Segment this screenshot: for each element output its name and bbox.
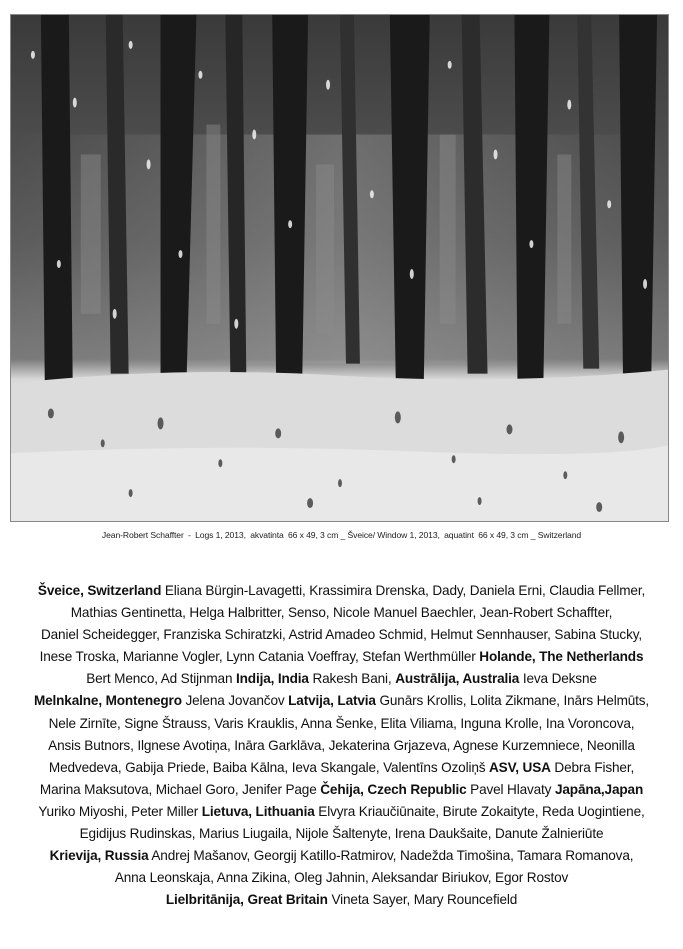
- participant-line: [4, 757, 679, 779]
- artist-names: Bert Menco, Ad Stijnman: [86, 671, 233, 687]
- artist-names: Marina Maksutova, Michael Goro, Jenifer Page: [39, 781, 317, 797]
- country-heading: Krievija, Russia: [49, 848, 149, 864]
- artist-names: Medvedeva, Gabija Priede, Baiba Kālna, Ieva Skangale, Valentīns Ozoliņš: [48, 759, 486, 775]
- country-heading: Indija, India: [236, 671, 309, 687]
- artist-names: Elvyra Kriaučiūnaite, Birute Zokaityte, Reda Uogintiene,: [318, 803, 645, 819]
- artist-names: Yuriko Miyoshi, Peter Miller: [38, 803, 199, 819]
- artist-names: Inese Troska, Marianne Vogler, Lynn Catania Voeffray, Stefan Werthmüller: [39, 649, 476, 665]
- participant-line: [4, 668, 679, 690]
- participant-line: [4, 867, 679, 889]
- participant-line: [4, 779, 679, 801]
- country-heading: Japāna,Japan: [554, 781, 644, 797]
- caption-separator: -: [188, 530, 191, 540]
- artist-names: Andrej Mašanov, Georgij Katillo-Ratmirov, Nadežda Timošina, Tamara Romanova,: [151, 848, 634, 864]
- artist-names: Debra Fisher,: [554, 759, 635, 775]
- artwork-caption: [0, 530, 683, 540]
- participant-line: [4, 624, 679, 646]
- artist-names: Gunārs Krollis, Lolita Zikmane, Inārs Helmūts,: [379, 693, 650, 709]
- artist-names: Ieva Deksne: [522, 671, 597, 687]
- artist-names: Nele Zirnīte, Signe Štrauss, Varis Krauklis, Anna Šenke, Elita Viliama, Inguna Krolle, Ina Voroncova,: [48, 715, 635, 731]
- country-heading: Austrālija, Australia: [395, 671, 520, 687]
- participant-line: [4, 713, 679, 735]
- caption-technique-1: akvatinta: [250, 530, 284, 540]
- caption-technique-2: aquatint: [444, 530, 474, 540]
- caption-size-2: 66 x 49, 3 cm _ Switzerland: [478, 530, 582, 540]
- artwork-image: [10, 14, 669, 522]
- artist-names: Vineta Sayer, Mary Rouncefield: [331, 892, 518, 908]
- participants-list: [4, 580, 679, 911]
- country-heading: Čehija, Czech Republic: [320, 781, 467, 797]
- country-heading: Lietuva, Lithuania: [201, 803, 315, 819]
- caption-artist: Jean-Robert Schaffter: [101, 530, 184, 540]
- country-heading: Melnkalne, Montenegro: [33, 693, 182, 709]
- artist-names: Ansis Butnors, Ilgnese Avotiņa, Ināra Garklāva, Jekaterina Grjazeva, Agnese Kurzemniece, Neonilla: [48, 737, 635, 753]
- participant-line: [4, 845, 679, 867]
- participant-line: [4, 801, 679, 823]
- participant-line: [4, 823, 679, 845]
- artist-names: Egidijus Rudinskas, Marius Liugaila, Nijole Šaltenyte, Irena Daukšaite, Danute Žalnieriūte: [79, 826, 604, 842]
- artist-names: Eliana Bürgin-Lavagetti, Krassimira Drenska, Dady, Daniela Erni, Claudia Fellmer,: [164, 583, 646, 598]
- participant-line: [4, 690, 679, 712]
- caption-work-1: Logs 1, 2013,: [195, 530, 246, 540]
- rain-window-forest-icon: [11, 15, 668, 521]
- artist-names: Pavel Hlavaty: [470, 781, 552, 797]
- artist-names: Rakesh Bani,: [312, 671, 392, 687]
- participant-line: [4, 580, 679, 602]
- country-heading: Šveice, Switzerland: [37, 583, 162, 598]
- artist-names: Anna Leonskaja, Anna Zikina, Oleg Jahnin, Aleksandar Biriukov, Egor Rostov: [114, 870, 569, 886]
- country-heading: Lielbritānija, Great Britain: [165, 892, 328, 908]
- participant-line: [4, 889, 679, 911]
- country-heading: Latvija, Latvia: [288, 693, 376, 709]
- participant-line: [4, 602, 679, 624]
- artist-names: Daniel Scheidegger, Franziska Schiratzki, Astrid Amadeo Schmid, Helmut Sennhauser, Sabina Stucky,: [40, 627, 642, 643]
- country-heading: Holande, The Netherlands: [479, 649, 644, 665]
- country-heading: ASV, USA: [489, 759, 551, 775]
- caption-size-1: 66 x 49, 3 cm _ Šveice/ Window 1, 2013,: [287, 530, 440, 540]
- artist-names: Mathias Gentinetta, Helga Halbritter, Senso, Nicole Manuel Baechler, Jean-Robert Schaffter,: [70, 605, 613, 621]
- participant-line: [4, 735, 679, 757]
- artist-names: Jelena Jovančov: [185, 693, 285, 709]
- participant-line: [4, 646, 679, 668]
